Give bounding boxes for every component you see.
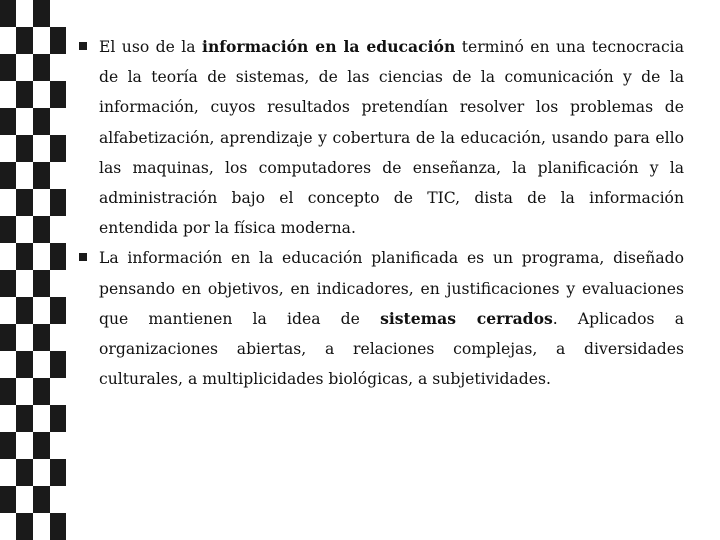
bullet-item-1 [78, 32, 684, 243]
checker-cell [16, 297, 33, 324]
checker-cell [16, 459, 33, 486]
checker-cell [0, 324, 16, 351]
bullet-2-text-start: La información en la educación planificada es un programa, diseñado pensando en objetivos, en indicadores, en justificaciones y evaluaciones que mantienen la idea de [99, 249, 684, 328]
checker-cell [50, 459, 66, 486]
checker-cell [50, 351, 66, 378]
checkerboard-pattern [0, 0, 72, 540]
checker-cell [33, 378, 50, 405]
checker-cell [0, 432, 16, 459]
checker-cell [50, 135, 66, 162]
checker-cell [50, 81, 66, 108]
bullet-2-emphasis: sistemas cerrados [380, 308, 553, 328]
checker-cell [33, 54, 50, 81]
checker-cell [16, 135, 33, 162]
checker-cell [0, 216, 16, 243]
checker-cell [50, 297, 66, 324]
checker-cell [16, 351, 33, 378]
checker-cell [0, 54, 16, 81]
checker-cell [33, 324, 50, 351]
checker-cell [33, 108, 50, 135]
checker-cell [0, 378, 16, 405]
bullet-2-text-end: . Aplicados a organizaciones abiertas, a relaciones complejas, a diversidades culturales, a multiplicidades biológicas, a subjetividades. [99, 309, 685, 389]
checker-cell [50, 405, 66, 432]
checker-cell [33, 486, 50, 513]
checker-cell [33, 0, 50, 27]
square-bullet-icon [79, 253, 87, 261]
checker-cell [50, 189, 66, 216]
checker-cell [16, 189, 33, 216]
checker-cell [0, 270, 16, 297]
checker-cell [16, 243, 33, 270]
checker-cell [50, 243, 66, 270]
checker-cell [50, 27, 66, 54]
bullet-1-text-end: terminó en una tecnocracia de la teoría de sistemas, de las ciencias de la comunicación y de la información, cuyos resultados pretendían resolver los problemas de alfabetización, aprendizaje y cobertura de la educación, usando para ello las maquinas, los computadores de enseñanza, la planificación y la administración bajo el concepto de TIC, dista de la información entendida por la física moderna. [99, 38, 684, 238]
slide-body [78, 32, 684, 394]
checker-cell [33, 216, 50, 243]
checker-cell [0, 162, 16, 189]
checker-cell [0, 486, 16, 513]
checker-cell [0, 108, 16, 135]
checker-cell [16, 81, 33, 108]
checker-cell [33, 162, 50, 189]
bullet-1-emphasis: información en la educación [202, 37, 456, 56]
square-bullet-icon [79, 42, 87, 50]
checker-cell [16, 513, 33, 540]
checker-cell [16, 27, 33, 54]
checker-cell [50, 513, 66, 540]
bullet-item-2 [78, 243, 684, 394]
checkerboard-decoration [0, 0, 72, 540]
bullet-1-text-start: El uso de la [99, 38, 203, 56]
checker-cell [33, 270, 50, 297]
checker-cell [16, 405, 33, 432]
checker-cell [33, 432, 50, 459]
checker-cell [0, 0, 16, 27]
